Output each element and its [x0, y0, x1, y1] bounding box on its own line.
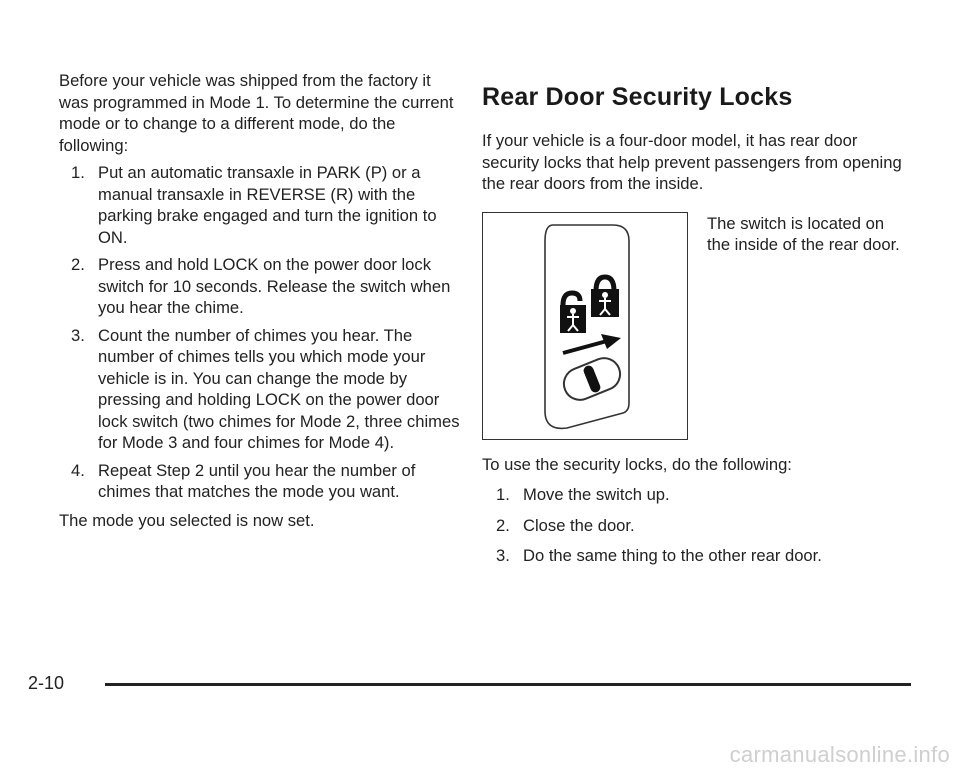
security-lock-illustration: [482, 212, 688, 440]
step-text: Repeat Step 2 until you hear the number of chimes that matches the mode you want.: [98, 460, 416, 501]
step-text: Press and hold LOCK on the power door lock switch for 10 seconds. Release the switch when you hear the chime.: [98, 255, 451, 317]
switch-slider-icon: [559, 353, 625, 404]
step-number: 1.: [496, 485, 510, 504]
arrow-icon: [563, 334, 621, 353]
mode-steps-list: [59, 162, 464, 503]
step-text: Do the same thing to the other rear door.: [523, 546, 822, 565]
list-item: [71, 460, 464, 503]
use-locks-steps-list: [482, 484, 902, 567]
step-text: Put an automatic transaxle in PARK (P) or a manual transaxle in REVERSE (R) with the parking brake engaged and turn the ignition to ON.: [98, 163, 437, 247]
list-item: [496, 545, 902, 567]
list-item: [71, 325, 464, 454]
step-number: 1.: [71, 163, 85, 182]
step-number: 4.: [71, 460, 85, 480]
mode-closing-text: The mode you selected is now set.: [59, 510, 315, 530]
list-item: [71, 254, 464, 319]
right-column: [482, 70, 902, 567]
list-item: [71, 162, 464, 248]
page-number: 2-10: [28, 673, 65, 693]
step-number: 3.: [496, 546, 510, 565]
figure-row: [482, 212, 902, 440]
step-text: Count the number of chimes you hear. The number of chimes tells you which mode your vehicle is in. You can change the mode by pressing and holding LOCK on the power door lock switch (two chimes for Mode 2, three chimes for Mode 3 and four chimes for Mode 4).: [98, 325, 460, 452]
mode-intro-paragraph: Before your vehicle was shipped from the factory it was programmed in Mode 1. To determine the current mode or to change to a different mode, do the following:: [59, 71, 454, 155]
watermark: carmanualsonline.info: [729, 742, 950, 767]
lock-switch-diagram: [483, 213, 687, 439]
unlock-child-icon: [560, 293, 586, 333]
left-column: [59, 70, 464, 531]
lock-child-icon: [591, 277, 619, 317]
step-number: 2.: [496, 515, 510, 535]
step-text: Move the switch up.: [523, 485, 670, 504]
step-number: 3.: [71, 325, 85, 345]
list-item: [496, 484, 902, 506]
step-number: 2.: [71, 255, 85, 274]
section-heading: Rear Door Security Locks: [482, 83, 793, 111]
figure-caption: The switch is located on the inside of the rear door.: [707, 213, 900, 254]
footer-divider: [105, 683, 911, 686]
use-locks-intro: To use the security locks, do the following:: [482, 454, 792, 474]
security-locks-intro: If your vehicle is a four-door model, it has rear door security locks that help prevent passengers from opening the rear doors from the inside.: [482, 131, 902, 193]
list-item: [496, 515, 902, 537]
step-text: Close the door.: [523, 515, 635, 535]
